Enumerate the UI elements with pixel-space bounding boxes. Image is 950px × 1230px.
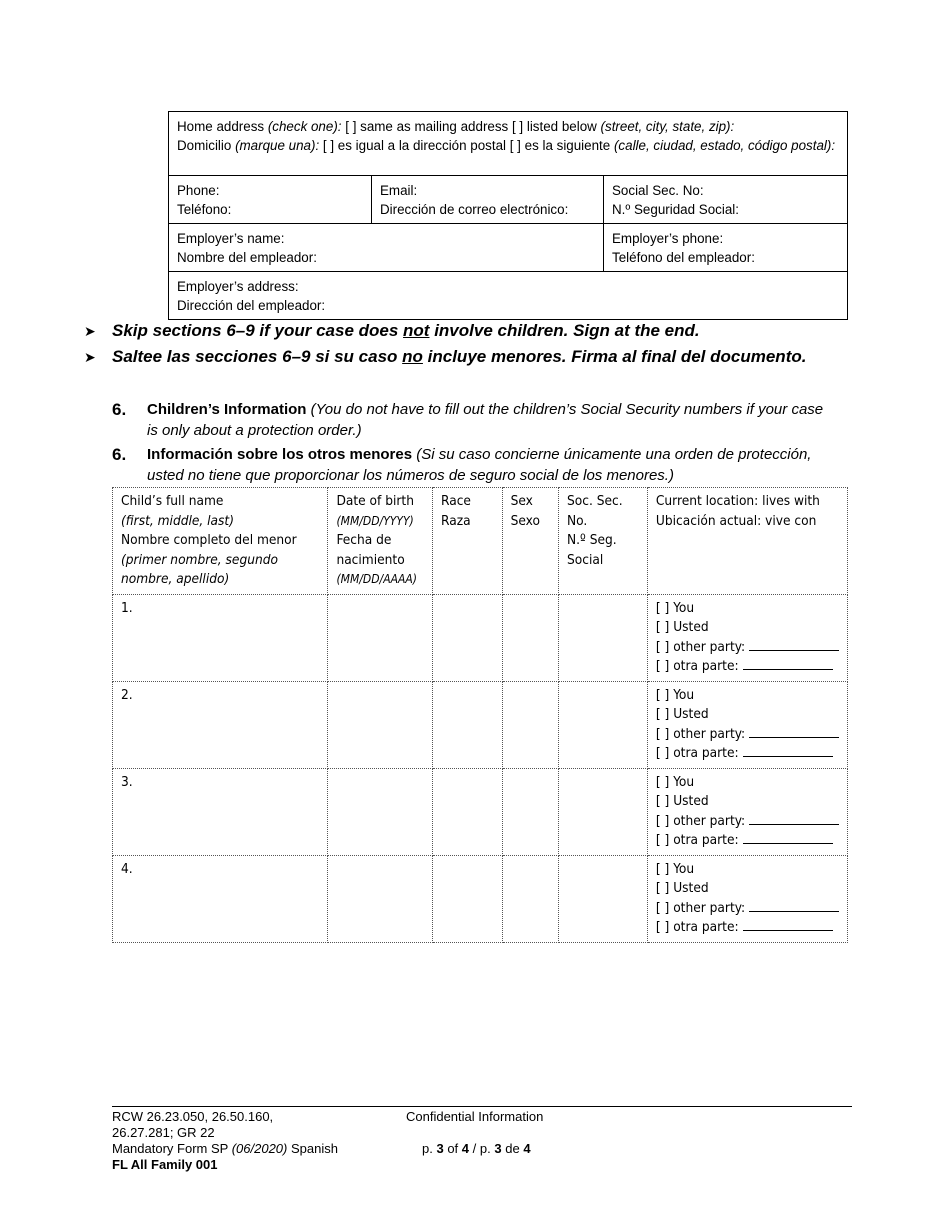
child-race-cell[interactable]	[433, 768, 503, 855]
ssn-field[interactable]: Social Sec. No: N.º Seguridad Social:	[604, 176, 848, 224]
child-name-cell[interactable]	[113, 855, 328, 942]
location-blank-line[interactable]	[749, 899, 839, 912]
child-row-number: 4.	[121, 860, 133, 877]
domicilio-label: Domicilio	[177, 138, 232, 153]
col-dob: Date of birth (MM/DD/YYYY) Fecha de nacimiento (MM/DD/AAAA)	[328, 488, 433, 595]
child-location-cell	[647, 768, 847, 855]
child-row-number: 1.	[121, 599, 133, 616]
location-option-other[interactable]: [ ] other party:	[656, 899, 839, 919]
child-race-cell[interactable]	[433, 855, 503, 942]
col-location: Current location: lives with Ubicación actual: vive con	[647, 488, 847, 595]
arrow-bullet-icon: ➤	[84, 349, 96, 365]
child-location-cell	[647, 594, 847, 681]
home-address-label: Home address	[177, 119, 265, 134]
child-row	[113, 594, 848, 681]
child-name-cell[interactable]	[113, 768, 328, 855]
children-table	[112, 487, 848, 943]
child-ssn-cell[interactable]	[559, 855, 648, 942]
location-option-usted[interactable]: [ ] Usted	[655, 793, 709, 809]
location-option-usted[interactable]: [ ] Usted	[655, 619, 709, 635]
location-blank-line[interactable]	[749, 638, 839, 651]
col-ssn: Soc. Sec. No. N.º Seg. Social	[559, 488, 648, 595]
location-option-usted[interactable]: [ ] Usted	[655, 880, 709, 896]
child-name-cell[interactable]	[113, 681, 328, 768]
arrow-bullet-icon: ➤	[84, 323, 96, 339]
page-number: p. 3 of 4 / p. 3 de 4	[422, 1141, 531, 1156]
location-blank-line[interactable]	[749, 812, 839, 825]
child-row-number: 2.	[121, 686, 133, 703]
child-ssn-cell[interactable]	[559, 594, 648, 681]
footer-citation: RCW 26.23.050, 26.50.160, 26.27.281; GR 22 Mandatory Form SP (06/2020) Spanish FL All Family 001	[112, 1109, 338, 1172]
location-option-otra[interactable]: [ ] otra parte:	[656, 744, 839, 764]
child-row	[113, 768, 848, 855]
child-dob-cell[interactable]	[328, 594, 433, 681]
employer-name-field[interactable]: Employer’s name: Nombre del empleador:	[169, 224, 604, 272]
child-sex-cell[interactable]	[502, 681, 558, 768]
employer-phone-field[interactable]: Employer’s phone: Teléfono del empleador:	[604, 224, 848, 272]
location-blank-line[interactable]	[743, 831, 833, 844]
location-option-you[interactable]: [ ] You	[655, 773, 695, 790]
child-sex-cell[interactable]	[502, 594, 558, 681]
location-option-you[interactable]: [ ] You	[655, 599, 695, 616]
email-field[interactable]: Email: Dirección de correo electrónico:	[372, 176, 604, 224]
location-option-you[interactable]: [ ] You	[655, 860, 695, 877]
footer-confidential: Confidential Information	[406, 1109, 544, 1124]
location-blank-line[interactable]	[743, 744, 833, 757]
child-sex-cell[interactable]	[502, 855, 558, 942]
location-blank-line[interactable]	[743, 657, 833, 670]
location-option-otra[interactable]: [ ] otra parte:	[656, 831, 839, 851]
child-location-cell	[647, 855, 847, 942]
col-child-name: Child’s full name (first, middle, last) Nombre completo del menor (primer nombre, segundo nombre, apellido)	[113, 488, 328, 595]
child-ssn-cell[interactable]	[559, 681, 648, 768]
child-row-number: 3.	[121, 773, 133, 790]
phone-field[interactable]: Phone: Teléfono:	[169, 176, 372, 224]
child-row	[113, 855, 848, 942]
child-dob-cell[interactable]	[328, 768, 433, 855]
footer-divider	[112, 1106, 852, 1107]
home-address-options[interactable]: [ ] same as mailing address [ ] listed below	[345, 119, 597, 134]
col-sex: Sex Sexo	[502, 488, 558, 595]
location-blank-line[interactable]	[743, 918, 833, 931]
col-race: Race Raza	[433, 488, 503, 595]
location-option-other[interactable]: [ ] other party:	[656, 638, 839, 658]
home-address-field[interactable]: Home address (check one): [ ] same as mailing address [ ] listed below (street, city, state, zip): Domicilio (marque una): [ ] es igual a la dirección postal [ ] es la siguiente (calle, ciudad, estado, código postal):	[169, 112, 848, 176]
contact-info-table	[168, 111, 848, 320]
child-dob-cell[interactable]	[328, 855, 433, 942]
child-location-cell	[647, 681, 847, 768]
child-name-cell[interactable]	[113, 594, 328, 681]
employer-address-field[interactable]: Employer’s address: Dirección del empleador:	[169, 272, 848, 320]
location-option-you[interactable]: [ ] You	[655, 686, 695, 703]
child-sex-cell[interactable]	[502, 768, 558, 855]
child-ssn-cell[interactable]	[559, 768, 648, 855]
location-option-otra[interactable]: [ ] otra parte:	[656, 918, 839, 938]
location-option-otra[interactable]: [ ] otra parte:	[656, 657, 839, 677]
child-dob-cell[interactable]	[328, 681, 433, 768]
child-race-cell[interactable]	[433, 594, 503, 681]
location-option-usted[interactable]: [ ] Usted	[655, 706, 709, 722]
location-option-other[interactable]: [ ] other party:	[656, 725, 839, 745]
child-race-cell[interactable]	[433, 681, 503, 768]
child-row	[113, 681, 848, 768]
location-option-other[interactable]: [ ] other party:	[656, 812, 839, 832]
domicilio-options[interactable]: [ ] es igual a la dirección postal [ ] es la siguiente	[322, 138, 611, 153]
location-blank-line[interactable]	[749, 725, 839, 738]
